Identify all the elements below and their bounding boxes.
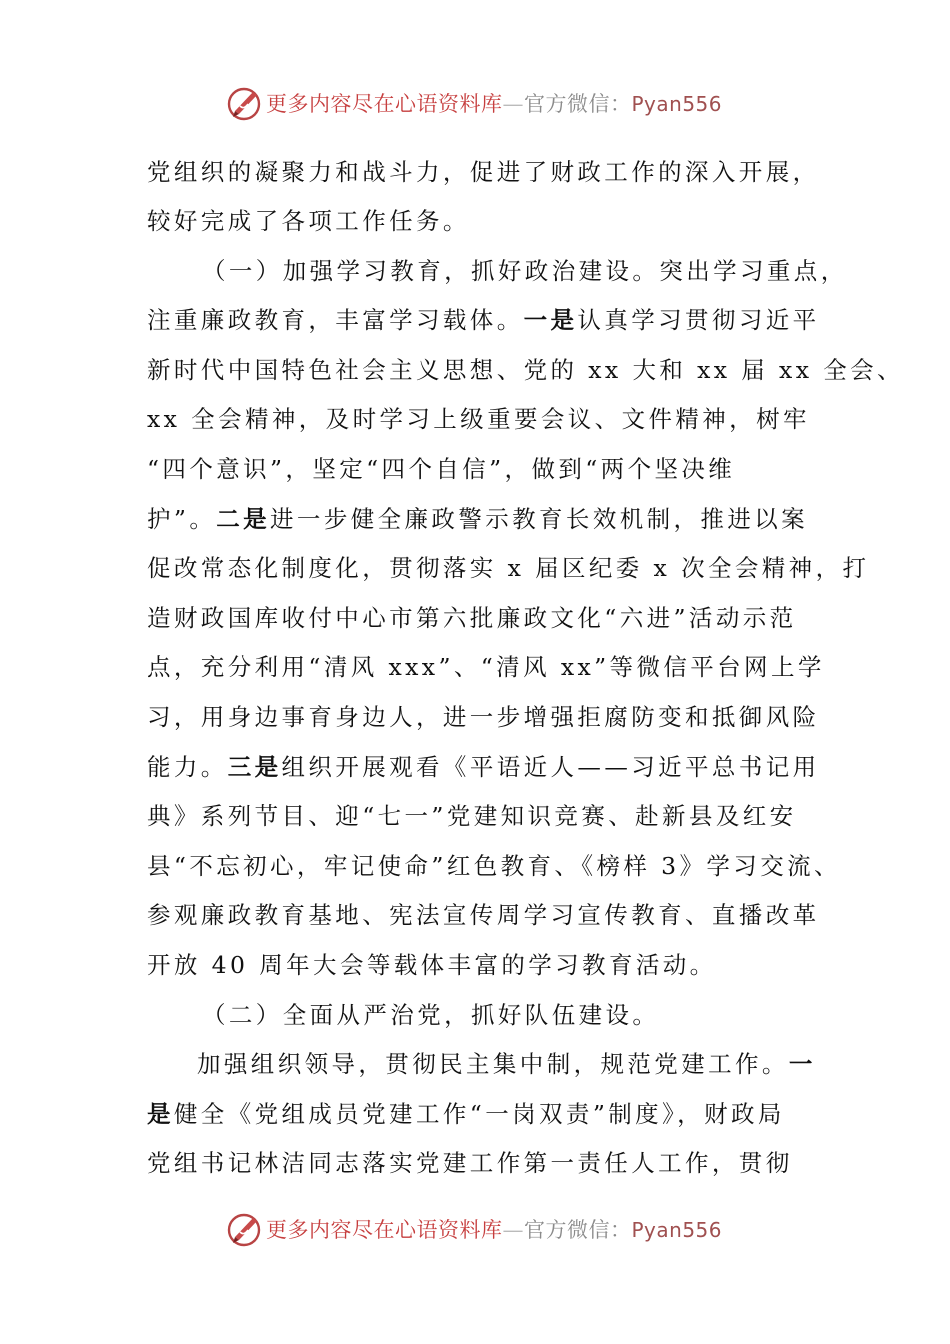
text-segment: 进一步健全廉政警示教育长效机制，推进以案 — [270, 505, 809, 533]
watermark-separator: — — [502, 1218, 524, 1242]
text-line — [147, 702, 820, 732]
text-segment: 开放 40 周年大会等载体丰富的学习教育活动。 — [147, 951, 717, 979]
text-segment: 县“不忘初心，牢记使命”红色教育、《榜样 3》学习交流、 — [147, 852, 841, 880]
watermark-wechat-label: 官方微信： — [524, 92, 632, 116]
text-segment: 典》系列节目、迎“七一”党建知识竞赛、赴新县及红安 — [147, 802, 797, 830]
text-segment: 认真学习贯彻习近平 — [577, 306, 820, 334]
watermark-site: 更多内容尽在心语资料库 — [266, 1218, 503, 1242]
bold-marker: 二是 — [216, 505, 271, 533]
watermark-wechat-label: 官方微信： — [524, 1218, 632, 1242]
watermark-header — [0, 80, 950, 128]
text-segment: 党组书记林洁同志落实党建工作第一责任人工作，贯彻 — [147, 1149, 793, 1177]
pen-logo-icon — [226, 84, 264, 122]
text-line — [197, 1049, 816, 1079]
watermark-text — [266, 88, 722, 118]
text-segment: 加强组织领导，贯彻民主集中制，规范党建工作。 — [197, 1050, 789, 1078]
text-segment: 点，充分利用“清风 xxx”、“清风 xx”等微信平台网上学 — [147, 653, 825, 681]
text-segment: 造财政国库收付中心市第六批廉政文化“六进”活动示范 — [147, 604, 797, 632]
watermark-wechat-id: Pyan556 — [631, 92, 723, 116]
bold-marker: 三是 — [227, 753, 282, 781]
text-line — [202, 256, 848, 286]
text-segment: （一）加强学习教育，抓好政治建设。突出学习重点， — [202, 257, 848, 285]
text-segment: 组织开展观看《平语近人——习近平总书记用 — [281, 753, 820, 781]
watermark-footer — [0, 1206, 950, 1254]
text-segment: 护”。 — [147, 505, 217, 533]
text-segment: 参观廉政教育基地、宪法宣传周学习宣传教育、直播改革 — [147, 901, 820, 929]
text-line — [147, 851, 841, 881]
text-line — [147, 404, 810, 434]
text-line — [147, 206, 470, 236]
bold-marker: 是 — [147, 1100, 174, 1128]
text-line — [147, 553, 869, 583]
text-line — [147, 1148, 793, 1178]
text-line — [147, 305, 820, 335]
text-line — [147, 603, 797, 633]
text-segment: xx 全会精神，及时学习上级重要会议、文件精神，树牢 — [147, 405, 810, 433]
text-segment: “四个意识”，坚定“四个自信”，做到“两个坚决维 — [147, 455, 736, 483]
text-line — [147, 504, 808, 534]
text-line — [147, 355, 904, 385]
watermark-separator: — — [502, 92, 524, 116]
text-segment: 注重廉政教育，丰富学习载体。 — [147, 306, 524, 334]
watermark-wechat-id: Pyan556 — [631, 1218, 723, 1242]
text-line — [147, 900, 820, 930]
text-line — [147, 752, 820, 782]
text-line — [147, 454, 735, 484]
text-line — [147, 652, 825, 682]
text-segment: 习，用身边事育身边人，进一步增强拒腐防变和抵御风险 — [147, 703, 820, 731]
bold-marker: 一 — [788, 1050, 816, 1078]
text-line — [147, 157, 820, 187]
text-segment: 新时代中国特色社会主义思想、党的 xx 大和 xx 届 xx 全会、 — [147, 356, 904, 384]
text-segment: 促改常态化制度化，贯彻落实 x 届区纪委 x 次全会精神，打 — [147, 554, 870, 582]
text-line — [147, 1099, 785, 1129]
watermark-site: 更多内容尽在心语资料库 — [266, 92, 503, 116]
text-segment: 党组织的凝聚力和战斗力，促进了财政工作的深入开展， — [147, 158, 820, 186]
text-segment: 健全《党组成员党建工作“一岗双责”制度》，财政局 — [173, 1100, 785, 1128]
text-line — [202, 1000, 659, 1030]
watermark-text — [266, 1214, 722, 1244]
text-segment: （二）全面从严治党，抓好队伍建设。 — [202, 1001, 660, 1029]
pen-logo-icon — [226, 1210, 264, 1248]
text-segment: 较好完成了各项工作任务。 — [147, 207, 470, 235]
text-line — [147, 801, 797, 831]
text-segment: 能力。 — [147, 753, 228, 781]
text-line — [147, 950, 717, 980]
bold-marker: 一是 — [523, 306, 578, 334]
